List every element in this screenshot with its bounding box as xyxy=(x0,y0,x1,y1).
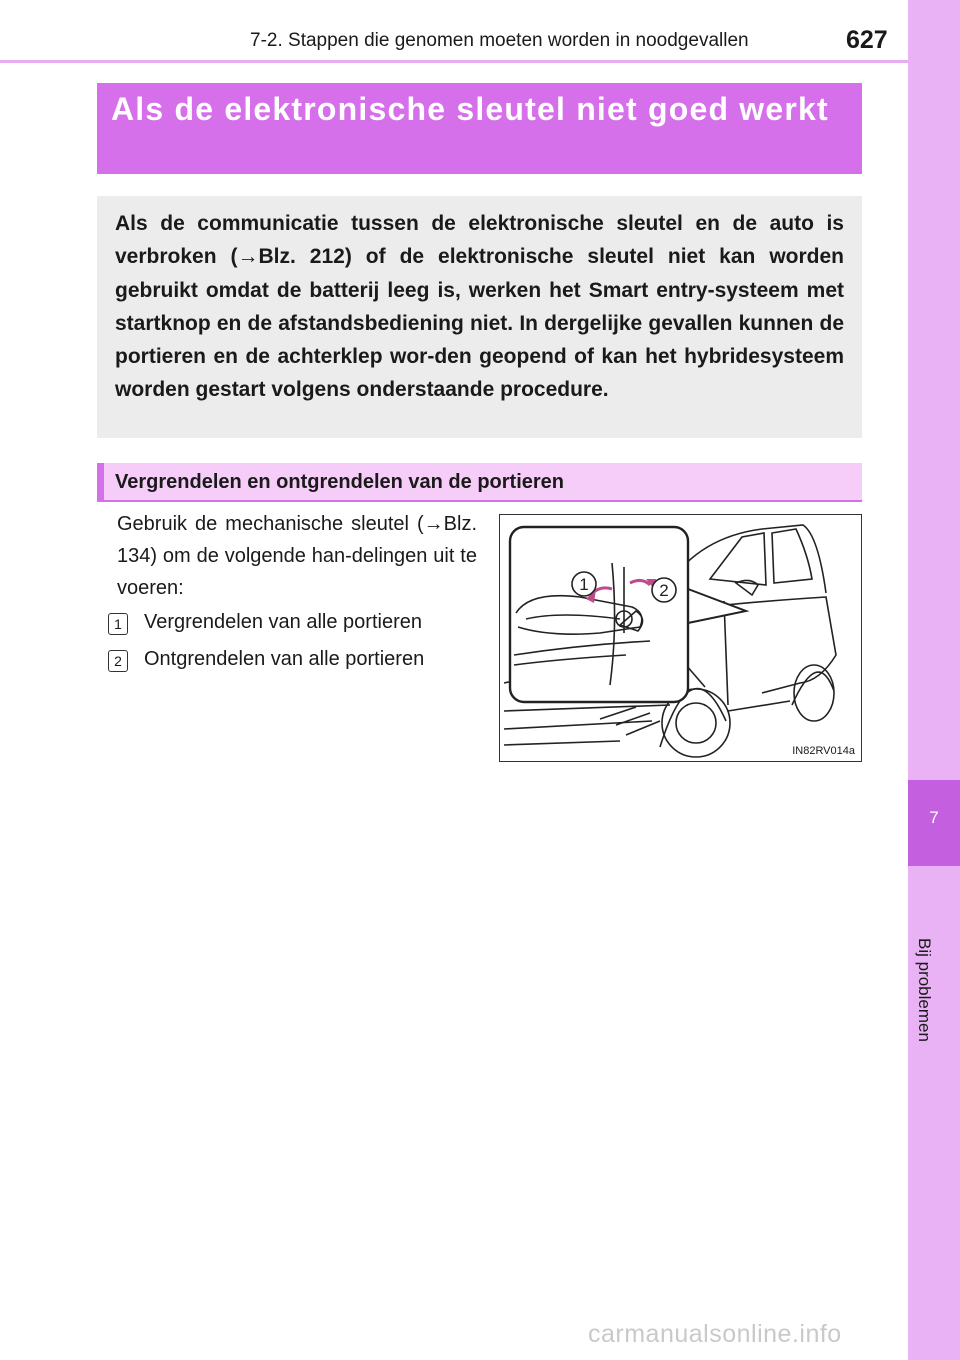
watermark: carmanualsonline.info xyxy=(588,1320,842,1348)
header-divider xyxy=(0,60,908,63)
car-door-key-illustration xyxy=(500,515,862,762)
page-title: Als de elektronische sleutel niet goed werkt xyxy=(111,91,829,127)
section-heading xyxy=(97,463,862,502)
chapter-name: Bij problemen xyxy=(915,938,934,1042)
section-heading-text: Vergrendelen en ontgrendelen van de portieren xyxy=(115,471,564,493)
section-body-text: Gebruik de mechanische sleutel (→Blz. 134) om de volgende han-delingen uit te voeren: xyxy=(117,513,477,599)
chapter-number: 7 xyxy=(929,808,939,827)
intro-box xyxy=(97,196,862,438)
callout-label-2: 2 xyxy=(659,581,669,600)
step-text: Ontgrendelen van alle portieren xyxy=(144,648,425,670)
figure-door-lock-illustration xyxy=(499,514,862,762)
front-bumper xyxy=(504,705,670,745)
section-header-title: 7-2. Stappen die genomen moeten worden in noodgevallen xyxy=(250,30,749,51)
figure-code: IN82RV014a xyxy=(792,745,855,757)
chapter-side-tab xyxy=(908,0,960,1360)
front-wheel-hub xyxy=(676,703,716,743)
car-side-sill xyxy=(728,701,790,711)
title-banner xyxy=(97,83,862,174)
step-text: Vergrendelen van alle portieren xyxy=(144,611,422,633)
zoom-inset-frame xyxy=(510,527,688,702)
callout-label-1: 1 xyxy=(579,575,589,594)
car-door-line xyxy=(724,601,728,705)
page-number: 627 xyxy=(846,26,888,54)
intro-text: Als de communicatie tussen de elektronische sleutel en de auto is verbroken (→Blz. 212) of de elektronische sleutel niet kan worden gebruikt omdat de batterij leeg is, werken het Smart entry-systeem met startknop en de afstandsbediening niet. In dergelijke gevallen kunnen de portieren en de achterklep wor-den geopend of kan het hybridesysteem worden gestart volgens onderstaande procedure. xyxy=(115,212,844,402)
step-number-badge: 2 xyxy=(108,650,128,672)
step-number-badge: 1 xyxy=(108,613,128,635)
zoom-callout-pointer xyxy=(688,589,746,623)
car-rear-window xyxy=(772,529,812,583)
